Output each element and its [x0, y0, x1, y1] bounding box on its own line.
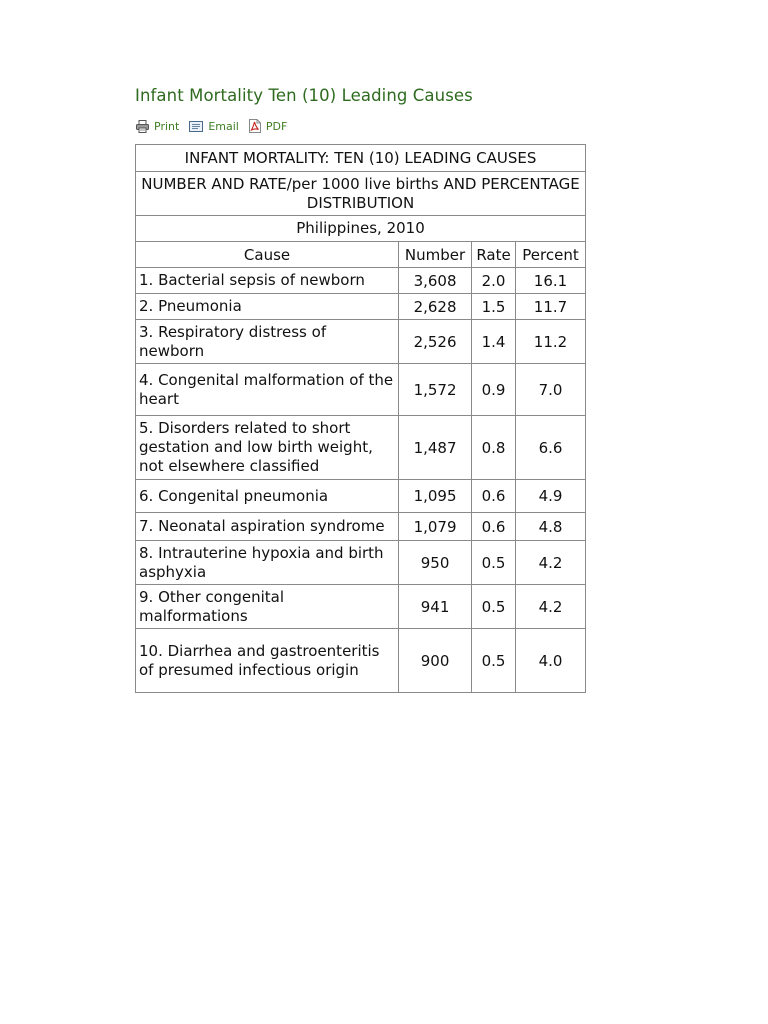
table-row: [136, 480, 586, 513]
cause-cell: 5. Disorders related to short gestation and low birth weight, not elsewhere classified: [136, 416, 399, 480]
rate-cell: 0.6: [472, 480, 516, 513]
percent-cell: 7.0: [516, 364, 586, 416]
percent-cell: 4.0: [516, 629, 586, 693]
number-cell: 1,079: [399, 513, 472, 541]
table-row: [136, 416, 586, 480]
column-header-cause: Cause: [136, 242, 399, 268]
table-header-row: [136, 242, 586, 268]
table-row: [136, 513, 586, 541]
print-link[interactable]: [136, 120, 179, 133]
percent-cell: 4.9: [516, 480, 586, 513]
cause-cell: 2. Pneumonia: [136, 294, 399, 320]
table-row: [136, 320, 586, 364]
number-cell: 1,095: [399, 480, 472, 513]
pdf-file-icon: [249, 119, 261, 133]
email-link[interactable]: [189, 120, 239, 133]
table-row: [136, 629, 586, 693]
cause-cell: 4. Congenital malformation of the heart: [136, 364, 399, 416]
table-row: [136, 268, 586, 294]
cause-cell: 7. Neonatal aspiration syndrome: [136, 513, 399, 541]
rate-cell: 0.6: [472, 513, 516, 541]
article-actions: [136, 118, 297, 134]
number-cell: 3,608: [399, 268, 472, 294]
table-row: [136, 294, 586, 320]
table-row: [136, 585, 586, 629]
pdf-link[interactable]: [249, 119, 287, 133]
percent-cell: 4.2: [516, 541, 586, 585]
table-row: [136, 541, 586, 585]
number-cell: 941: [399, 585, 472, 629]
page-title: Infant Mortality Ten (10) Leading Causes: [135, 86, 473, 105]
cause-cell: 8. Intrauterine hypoxia and birth asphyxia: [136, 541, 399, 585]
column-header-rate: Rate: [472, 242, 516, 268]
percent-cell: 11.7: [516, 294, 586, 320]
email-label: Email: [208, 119, 239, 133]
rate-cell: 2.0: [472, 268, 516, 294]
cause-cell: 3. Respiratory distress of newborn: [136, 320, 399, 364]
number-cell: 1,487: [399, 416, 472, 480]
rate-cell: 1.5: [472, 294, 516, 320]
rate-cell: 0.8: [472, 416, 516, 480]
number-cell: 900: [399, 629, 472, 693]
table-subtitle-row: [136, 172, 586, 216]
printer-icon: [136, 120, 149, 133]
number-cell: 1,572: [399, 364, 472, 416]
cause-cell: 1. Bacterial sepsis of newborn: [136, 268, 399, 294]
percent-cell: 16.1: [516, 268, 586, 294]
table-place-year: Philippines, 2010: [136, 216, 586, 242]
table-place-row: [136, 216, 586, 242]
cause-cell: 6. Congenital pneumonia: [136, 480, 399, 513]
table-row: [136, 364, 586, 416]
number-cell: 2,526: [399, 320, 472, 364]
percent-cell: 4.8: [516, 513, 586, 541]
rate-cell: 1.4: [472, 320, 516, 364]
pdf-label: PDF: [265, 119, 288, 133]
rate-cell: 0.9: [472, 364, 516, 416]
mortality-table: [135, 144, 586, 693]
percent-cell: 4.2: [516, 585, 586, 629]
percent-cell: 11.2: [516, 320, 586, 364]
table-title-row: [136, 145, 586, 172]
rate-cell: 0.5: [472, 585, 516, 629]
column-header-percent: Percent: [516, 242, 586, 268]
number-cell: 2,628: [399, 294, 472, 320]
print-label: Print: [154, 119, 180, 133]
cause-cell: 10. Diarrhea and gastroenteritis of presumed infectious origin: [136, 629, 399, 693]
number-cell: 950: [399, 541, 472, 585]
rate-cell: 0.5: [472, 541, 516, 585]
table-title: INFANT MORTALITY: TEN (10) LEADING CAUSES: [136, 145, 586, 172]
percent-cell: 6.6: [516, 416, 586, 480]
column-header-number: Number: [399, 242, 472, 268]
envelope-icon: [189, 121, 203, 132]
table-subtitle: NUMBER AND RATE/per 1000 live births AND PERCENTAGE DISTRIBUTION: [136, 172, 586, 216]
rate-cell: 0.5: [472, 629, 516, 693]
cause-cell: 9. Other congenital malformations: [136, 585, 399, 629]
